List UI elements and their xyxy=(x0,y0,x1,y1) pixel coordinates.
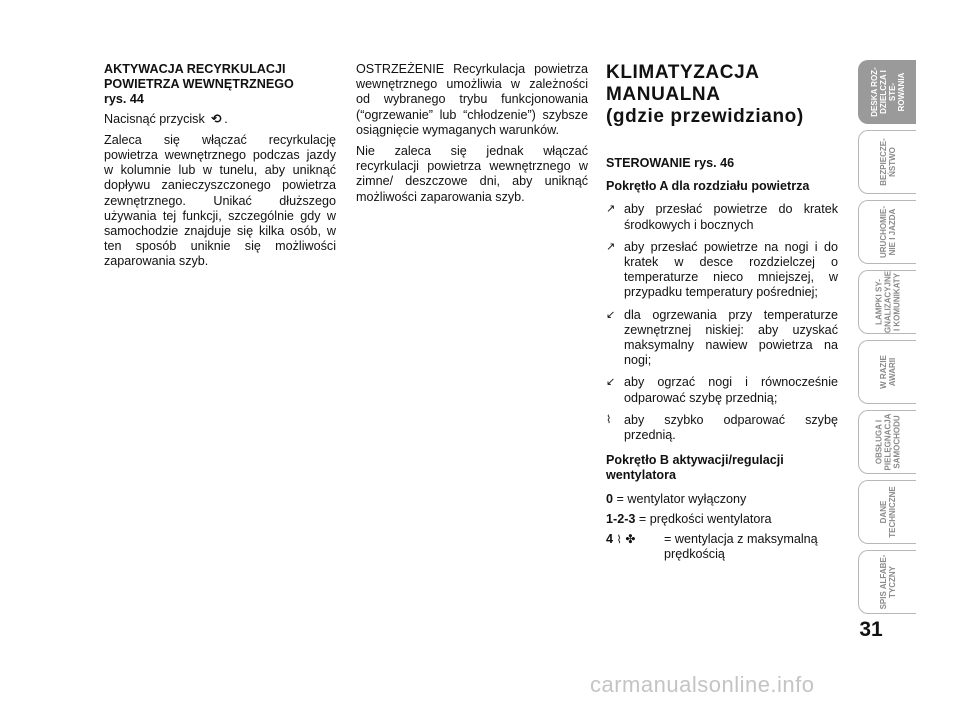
heading-figure-ref: rys. 44 xyxy=(104,92,144,107)
chapter-tab[interactable] xyxy=(858,410,916,474)
air-distribution-item xyxy=(606,308,838,369)
chapter-tab-label: W RAZIE AWARII xyxy=(878,355,897,389)
fan-icon: ✤ xyxy=(625,532,636,547)
air-distribution-text: aby ogrzać nogi i równocześnie odparować szybę przednią; xyxy=(624,375,838,405)
air-distribution-item xyxy=(606,240,838,301)
knob-b-line: Pokrętło B aktywacji/regulacji xyxy=(606,453,784,468)
press-button-end: . xyxy=(224,111,228,126)
title-line: MANUALNA xyxy=(606,84,721,105)
chapter-tab-label: DESKA ROZ- DZIELCZA I STE- ROWANIA xyxy=(869,67,906,117)
chapter-tabs xyxy=(858,60,916,620)
watermark: carmanualsonline.info xyxy=(590,672,815,697)
air-distribution-text: aby szybko odparować szybę przednią. xyxy=(624,412,838,443)
chapter-tab[interactable] xyxy=(858,270,916,334)
chapter-tab[interactable] xyxy=(858,340,916,404)
chapter-tab[interactable] xyxy=(858,130,916,194)
middle-column xyxy=(356,62,588,211)
fan-setting-text: = wentylator wyłączony xyxy=(616,491,747,506)
chapter-tab-label: URUCHOMIE- NIE I JAZDA xyxy=(878,206,897,258)
advice-paragraph: Nie zaleca się jednak włączać recyrkulacji powietrza wewnętrznego w zimne/ deszczowe dni, aby uniknąć możliwości zaparowania szyb. xyxy=(356,144,588,204)
warning-paragraph: OSTRZEŻENIE Recyrkulacja powietrza wewnętrznego umożliwia w zależności od wybranego trybu funkcjonowania (“ogrzewanie” lub “chłodzenie”) szybsze osiągnięcie wymaganych warunków. xyxy=(356,62,588,137)
press-button-instruction xyxy=(104,112,336,127)
defrost-icon: ⌇ xyxy=(606,413,612,426)
section-title xyxy=(606,62,838,128)
air-distribution-item xyxy=(606,413,838,443)
recirculation-heading xyxy=(104,62,336,108)
controls-heading: STEROWANIE rys. 46 xyxy=(606,156,735,170)
fan-setting-text: = prędkości wentylatora xyxy=(638,511,772,526)
air-distribution-text: dla ogrzewania przy temperaturze zewnętrznej niskiej: aby uzyskać maksymalny nawiew powietrza na nogi; xyxy=(624,307,838,368)
heading-line: AKTYWACJA RECYRKULACJI xyxy=(104,62,286,76)
chapter-tab-label: SPIS ALFABE- TYCZNY xyxy=(878,554,897,610)
heading-line: POWIETRZA WEWNĘTRZNEGO xyxy=(104,77,294,92)
press-button-text: Nacisnąć przycisk xyxy=(104,111,205,126)
fan-setting-max-label-group xyxy=(606,532,664,562)
knob-b-line: wentylatora xyxy=(606,468,676,483)
air-distribution-list xyxy=(606,202,838,443)
air-distribution-text: aby przesłać powietrze do kratek środkowych i bocznych xyxy=(624,202,838,232)
right-column xyxy=(606,62,838,567)
feet-windshield-vent-icon: ↙ xyxy=(606,376,616,389)
left-column xyxy=(104,62,336,276)
chapter-tab[interactable] xyxy=(858,200,916,264)
chapter-tab-label: OBSŁUGA I PIELĘGNACJA SAMOCHODU xyxy=(874,413,901,471)
fan-setting-123 xyxy=(606,512,838,527)
knob-a-heading: Pokrętło A dla rozdziału powietrza xyxy=(606,179,810,194)
fan-setting-0 xyxy=(606,492,838,507)
air-distribution-text: aby przesłać powietrze na nogi i do kratek w desce rozdzielczej o temperaturze nieco mniejszej, w przypadku temperatury pośredniej; xyxy=(624,239,838,300)
fan-setting-label: 4 xyxy=(606,532,614,547)
title-line: (gdzie przewidziano) xyxy=(606,106,804,127)
face-vent-icon: ↗ xyxy=(606,203,616,216)
air-distribution-item xyxy=(606,202,838,232)
recirculation-icon: ⟲ xyxy=(211,111,222,126)
feet-vent-icon: ↙ xyxy=(606,308,616,321)
fan-setting-4 xyxy=(606,532,838,562)
recirculation-paragraph: Zaleca się włączać recyrkulację powietrza wewnętrznego podczas jazdy w kolumnie lub w tunelu, aby uniknąć dopływu zanieczyszczonego powietrza zewnętrznego. Unikać dłuższego używania tej funkcji, szczególnie gdy w samochodzie znajduje się kilka osób, w ten sposób uniknie się możliwości zaparowania szyb. xyxy=(104,132,336,269)
chapter-tab[interactable] xyxy=(858,480,916,544)
air-distribution-item xyxy=(606,375,838,405)
face-feet-vent-icon: ↗ xyxy=(606,240,616,253)
knob-b-heading xyxy=(606,453,838,483)
fan-setting-text: = wentylacja z maksymalną prędkością xyxy=(664,532,818,562)
title-line: KLIMATYZACJA xyxy=(606,62,760,83)
fan-setting-label: 0 xyxy=(606,491,614,506)
chapter-tab-label: BEZPIECZE- ŃSTWO xyxy=(878,138,897,186)
chapter-tab[interactable] xyxy=(858,550,916,614)
chapter-tab-label: LAMPKI SY- GNALIZACYJNE I KOMUNIKATY xyxy=(874,270,901,334)
defrost-icon: ⌇ xyxy=(616,534,622,547)
fan-setting-label: 1-2-3 xyxy=(606,511,636,526)
chapter-tab-label: DANE TECHNICZNE xyxy=(878,486,897,538)
page-number: 31 xyxy=(859,618,883,641)
chapter-tab[interactable] xyxy=(858,60,916,124)
